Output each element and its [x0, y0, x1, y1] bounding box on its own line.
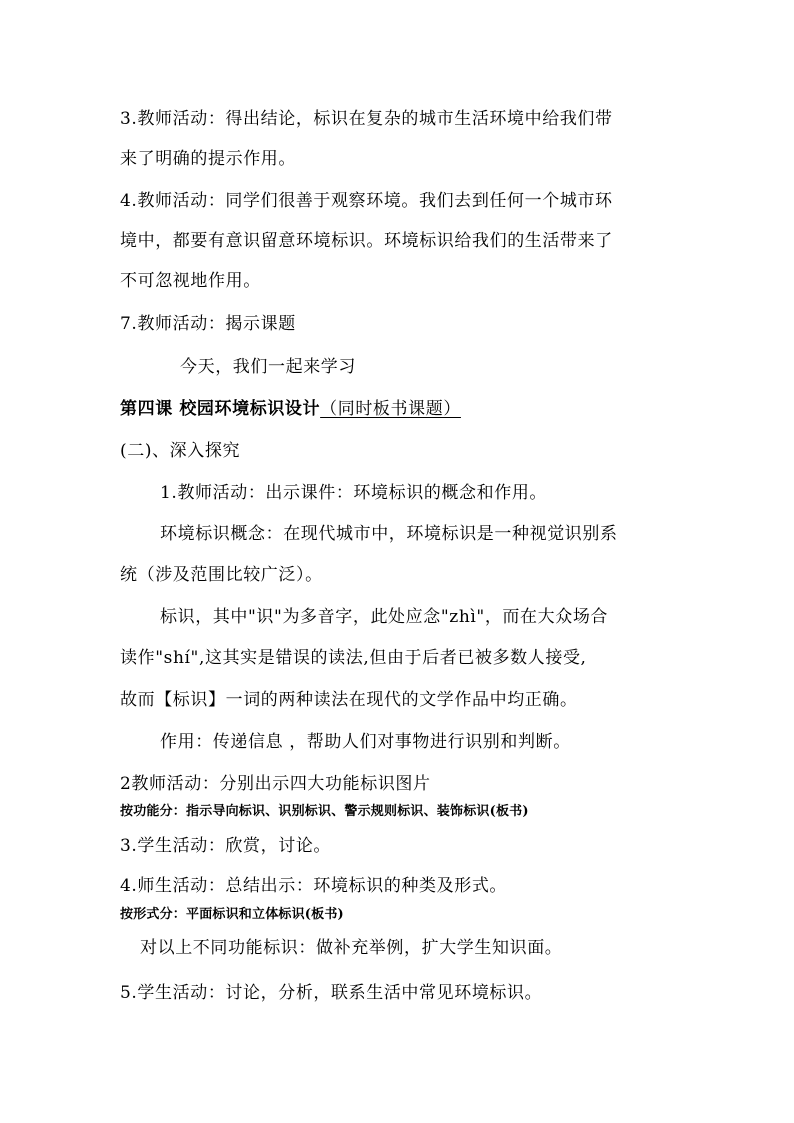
paragraph-line: 2教师活动：分别出示四大功能标识图片 [120, 774, 431, 794]
paragraph-line: 不可忽视地作用。 [120, 271, 261, 291]
paragraph-line: 4.师生活动：总结出示：环境标识的种类及形式。 [120, 876, 508, 896]
paragraph-line: 作用：传递信息 ，帮助人们对事物进行识别和判断。 [160, 732, 571, 752]
lesson-title-note: （同时板书课题） [320, 399, 461, 419]
paragraph-line: 来了明确的提示作用。 [120, 149, 296, 169]
section-heading: (二)、深入探究 [120, 441, 241, 461]
lesson-title-line [120, 397, 680, 421]
paragraph-line: 7.教师活动：揭示课题 [120, 314, 296, 334]
lesson-title: 第四课 校园环境标识设计 [120, 399, 321, 419]
paragraph-line: 故而【标识】一词的两种读法在现代的文学作品中均正确。 [120, 690, 578, 710]
paragraph-line: 对以上不同功能标识：做补充举例，扩大学生知识面。 [140, 938, 563, 958]
paragraph-line: 标识，其中"识"为多音字，此处应念"zhì"，而在大众场合 [160, 607, 609, 627]
board-note: 按形式分：平面标识和立体标识(板书) [120, 907, 344, 922]
paragraph-line: 统（涉及范围比较广泛）。 [120, 565, 323, 585]
paragraph-line: 读作"shí",这其实是错误的读法,但由于后者已被多数人接受, [120, 648, 587, 668]
paragraph-line: 3.学生活动：欣赏，讨论。 [120, 836, 332, 856]
board-note: 按功能分：指示导向标识、识别标识、警示规则标识、装饰标识(板书) [120, 804, 529, 819]
paragraph-line: 今天，我们一起来学习 [180, 357, 356, 377]
paragraph-line: 境中，都要有意识留意环境标识。环境标识给我们的生活带来了 [120, 231, 613, 251]
paragraph-line: 3.教师活动：得出结论，标识在复杂的城市生活环境中给我们带 [120, 109, 613, 129]
paragraph-line: 环境标识概念：在现代城市中，环境标识是一种视觉识别系 [160, 524, 618, 544]
paragraph-line: 5.学生活动：讨论，分析，联系生活中常见环境标识。 [120, 983, 543, 1003]
paragraph-line: 1.教师活动：出示课件：环境标识的概念和作用。 [160, 483, 548, 503]
paragraph-line: 4.教师活动：同学们很善于观察环境。我们去到任何一个城市环 [120, 191, 613, 211]
